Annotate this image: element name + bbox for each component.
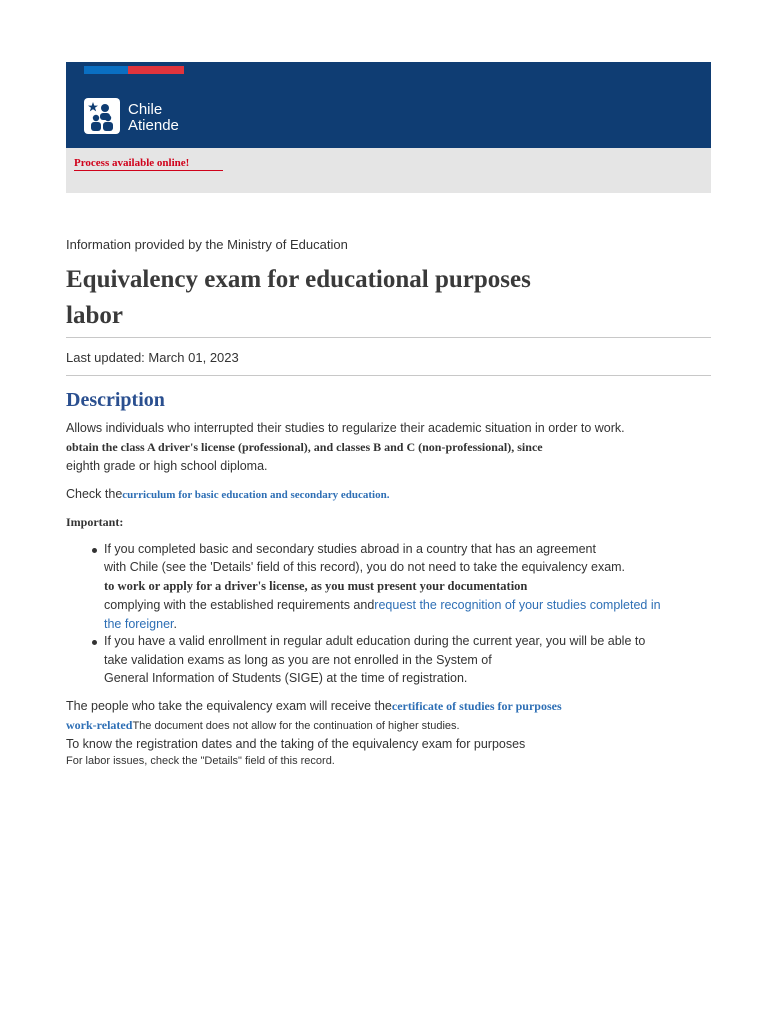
receive-prefix: The people who take the equivalency exam will receive the bbox=[66, 699, 392, 713]
receive-line2 bbox=[66, 718, 460, 733]
description-line3: eighth grade or high school diploma. bbox=[66, 459, 268, 473]
bullet2-line2: take validation exams as long as you are not enrolled in the System of bbox=[104, 653, 492, 667]
logo-line2: Atiende bbox=[128, 117, 179, 134]
logo-text[interactable] bbox=[128, 102, 179, 134]
last-updated: Last updated: March 01, 2023 bbox=[66, 350, 239, 365]
chileatiende-logo-icon[interactable] bbox=[84, 98, 120, 134]
flag-blue-stripe bbox=[84, 66, 128, 74]
title-line2: labor bbox=[66, 302, 123, 329]
receive-line1 bbox=[66, 699, 562, 714]
bullet1-line1: If you completed basic and secondary studies abroad in a country that has an agreement bbox=[104, 542, 596, 556]
bullet-dot bbox=[92, 640, 97, 645]
description-heading: Description bbox=[66, 389, 165, 411]
logo-line1: Chile bbox=[128, 101, 163, 118]
important-label: Important: bbox=[66, 515, 124, 529]
recognition-link-cont[interactable]: the foreigner bbox=[104, 617, 174, 631]
bullet1-line5-suffix: . bbox=[173, 617, 177, 631]
dates-line2: For labor issues, check the "Details" field of this record. bbox=[66, 755, 335, 767]
check-suffix: . bbox=[386, 489, 390, 501]
header-banner bbox=[66, 62, 711, 148]
bullet1-line2: with Chile (see the 'Details' field of this record), you do not need to take the equivalency exam. bbox=[104, 560, 626, 574]
online-notice-link[interactable]: Process available online! bbox=[74, 157, 223, 171]
bullet-dot bbox=[92, 548, 97, 553]
title-line1: Equivalency exam for educational purposes bbox=[66, 266, 531, 293]
divider bbox=[66, 375, 711, 376]
bullet1-line5 bbox=[104, 617, 177, 631]
provider-text: Information provided by the Ministry of Education bbox=[66, 237, 348, 252]
bullet1-line4 bbox=[104, 598, 661, 612]
online-notice-bar bbox=[66, 148, 711, 193]
description-line1: Allows individuals who interrupted their studies to regularize their academic situation in order to work. bbox=[66, 421, 625, 435]
receive-suffix: The document does not allow for the continuation of higher studies. bbox=[132, 720, 460, 732]
bullet1-line3: to work or apply for a driver's license, as you must present your documentation bbox=[104, 579, 528, 593]
description-line2: obtain the class A driver's license (professional), and classes B and C (non-professional), since bbox=[66, 440, 543, 454]
bullet2-line3: General Information of Students (SIGE) at the time of registration. bbox=[104, 671, 468, 685]
divider bbox=[66, 337, 711, 338]
bullet2-line1: If you have a valid enrollment in regular adult education during the current year, you will be able to bbox=[104, 634, 646, 648]
certificate-link[interactable]: certificate of studies for purposes bbox=[391, 699, 562, 713]
dates-line1: To know the registration dates and the taking of the equivalency exam for purposes bbox=[66, 737, 526, 751]
check-curriculum-line bbox=[66, 487, 389, 501]
page-title bbox=[66, 262, 626, 334]
bullet1-line4-prefix: complying with the established requirements and bbox=[104, 598, 375, 612]
curriculum-link[interactable]: curriculum for basic education and secondary education bbox=[122, 489, 387, 501]
recognition-link[interactable]: request the recognition of your studies completed in bbox=[374, 598, 661, 612]
certificate-link-cont[interactable]: work-related bbox=[66, 718, 133, 732]
flag-red-stripe bbox=[128, 66, 184, 74]
check-prefix: Check the bbox=[66, 487, 123, 501]
